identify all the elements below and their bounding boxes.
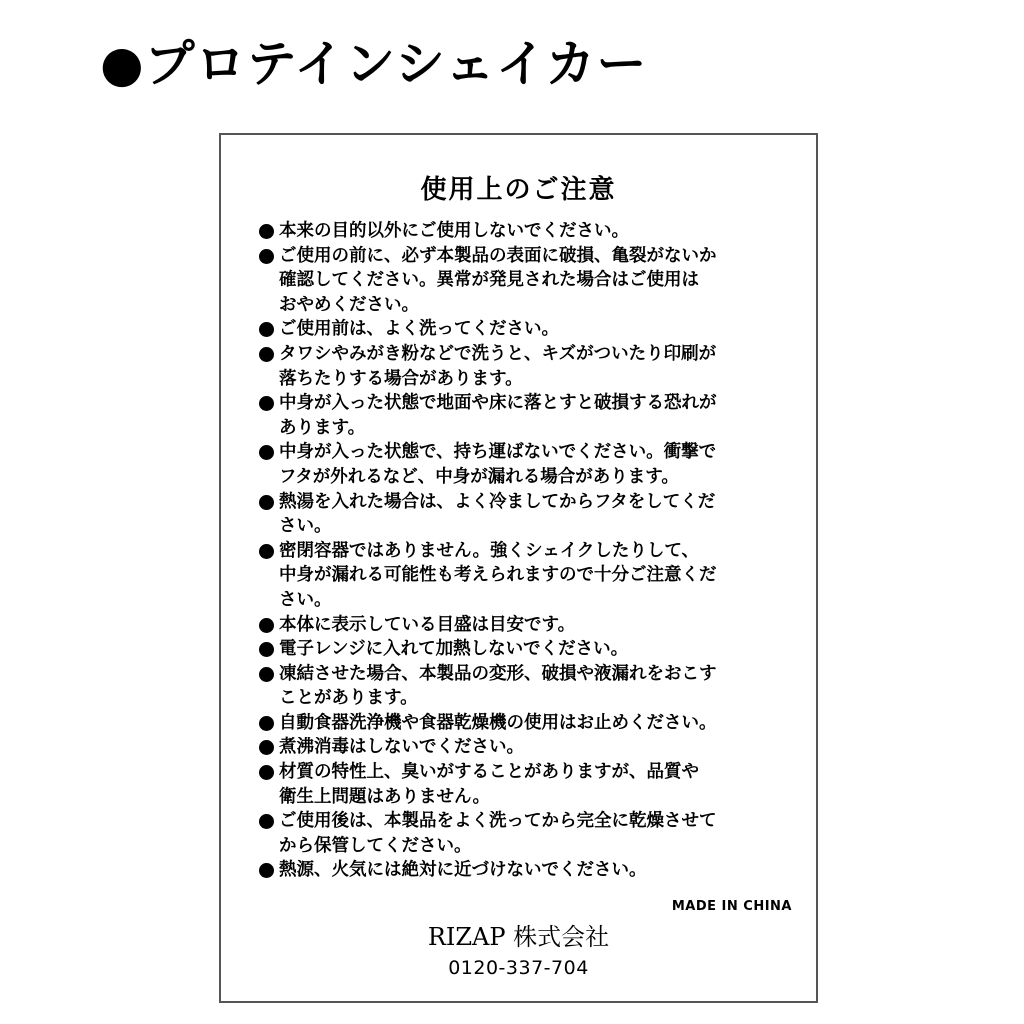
note-text: 凍結させた場合、本製品の変形、破損や液漏れをおこす <box>279 663 717 684</box>
company-name: RIZAP 株式会社 <box>427 923 610 951</box>
bullet-icon <box>259 322 274 337</box>
bullet-icon <box>259 765 274 780</box>
note-text: 密閉容器ではありません。強くシェイクしたりして、 <box>279 540 699 561</box>
list-item <box>259 662 789 711</box>
bullet-icon <box>259 618 274 633</box>
note-text: ご使用の前に、必ず本製品の表面に破損、亀裂がないか <box>279 245 717 266</box>
bullet-icon <box>259 740 274 755</box>
list-item <box>259 490 789 539</box>
list-item <box>259 539 789 613</box>
bullet-icon <box>259 642 274 657</box>
caution-card <box>219 133 818 1003</box>
note-text: 熱源、火気には絶対に近づけないでください。 <box>279 860 647 881</box>
note-text: 中身が入った状態で地面や床に落とすと破損する恐れが <box>279 393 717 414</box>
list-item <box>259 735 789 760</box>
list-item <box>259 858 789 883</box>
bullet-icon <box>259 667 274 682</box>
page-title: ●プロテインシェイカー <box>100 35 648 93</box>
note-text: 確認してください。異常が発見された場合はご使用は <box>279 270 699 291</box>
note-text: 熱湯を入れた場合は、よく冷ましてからフタをしてくだ <box>279 491 716 512</box>
bullet-icon <box>259 716 274 731</box>
note-text: 自動食器洗浄機や食器乾燥機の使用はお止めください。 <box>279 712 717 733</box>
list-item <box>259 391 789 440</box>
list-item <box>259 219 789 244</box>
bullet-icon <box>259 495 274 510</box>
caution-list <box>259 219 789 883</box>
list-item <box>259 244 789 318</box>
origin-label: MADE IN CHINA <box>671 899 792 914</box>
note-text: 煮沸消毒はしないでください。 <box>279 737 524 758</box>
note-text: おやめください。 <box>279 294 419 315</box>
note-text: ことがあります。 <box>279 688 418 709</box>
list-item <box>259 440 789 489</box>
note-text: から保管してください。 <box>279 835 472 856</box>
bullet-icon <box>259 544 274 559</box>
bullet-icon <box>259 863 274 878</box>
list-item <box>259 613 789 638</box>
bullet-icon <box>259 249 274 264</box>
phone-number: 0120-337-704 <box>448 957 589 979</box>
note-text: 材質の特性上、臭いがすることがありますが、品質や <box>279 762 699 783</box>
list-item <box>259 317 789 342</box>
note-text: あります。 <box>279 417 366 438</box>
note-text: フタが外れるなど、中身が漏れる場合があります。 <box>279 466 679 487</box>
note-text: 落ちたりする場合があります。 <box>279 368 523 389</box>
bullet-icon <box>259 347 274 362</box>
note-text: さい。 <box>279 589 332 610</box>
note-text: さい。 <box>279 516 332 537</box>
list-item <box>259 760 789 809</box>
list-item <box>259 809 789 858</box>
bullet-icon <box>259 814 274 829</box>
bullet-icon <box>259 445 274 460</box>
caution-title: 使用上のご注意 <box>420 175 617 205</box>
note-text: 衛生上問題はありません。 <box>279 786 491 807</box>
note-text: 本来の目的以外にご使用しないでください。 <box>279 221 629 241</box>
bullet-icon <box>259 224 274 239</box>
note-text: 本体に表示している目盛は目安です。 <box>279 614 576 635</box>
note-text: 電子レンジに入れて加熱しないでください。 <box>279 639 629 660</box>
list-item <box>259 342 789 391</box>
bullet-icon <box>259 396 274 411</box>
note-text: 中身が漏れる可能性も考えられますので十分ご注意くだ <box>279 565 717 586</box>
list-item <box>259 711 789 736</box>
list-item <box>259 637 789 662</box>
note-text: タワシやみがき粉などで洗うと、キズがついたり印刷が <box>279 343 717 364</box>
note-text: ご使用前は、よく洗ってください。 <box>279 319 559 340</box>
note-text: 中身が入った状態で、持ち運ばないでください。衝撃で <box>279 442 717 463</box>
note-text: ご使用後は、本製品をよく洗ってから完全に乾燥させて <box>279 811 717 832</box>
